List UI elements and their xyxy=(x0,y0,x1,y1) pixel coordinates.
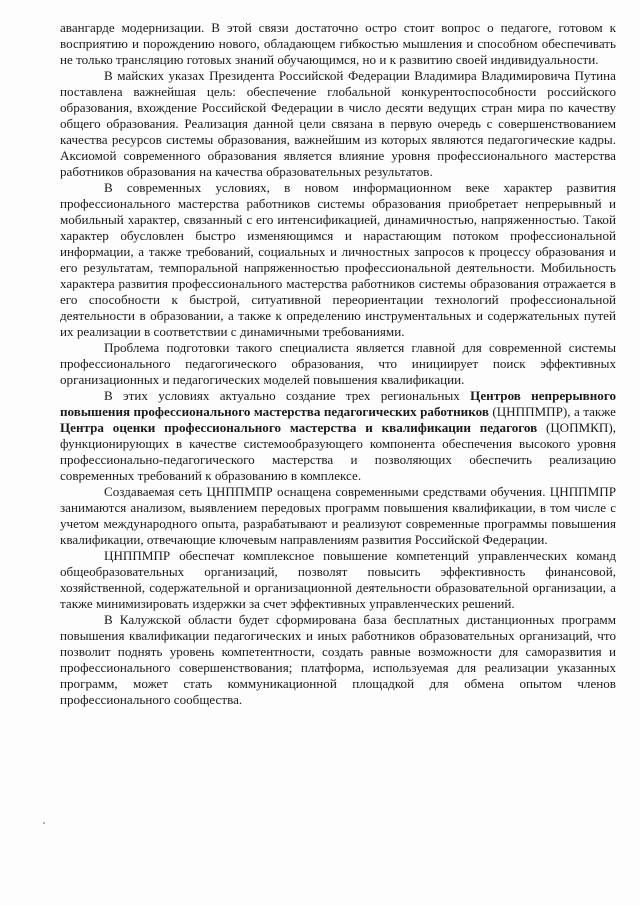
paragraph-kaluga: В Калужской области будет сформирована база бесплатных дистанционных программ повышения квалификации педагогических и иных работников образовательных организаций, что позволит поднять уровень компетентности, создать равные возможности для саморазвития и профессионального совершенствования; платформа, используемая для реализации указанных программ, может стать коммуникационной площадкой для обмена опытом членов профессионального сообщества. xyxy=(60,612,616,707)
regional-centers-text-1: В этих условиях актуально создание трех региональных xyxy=(104,388,471,403)
paragraph-training-problem: Проблема подготовки такого специалиста является главной для современной системы профессионального педагогического образования, что инициирует поиск эффективных организационных и педагогических моделей повышения квалификации. xyxy=(60,340,616,387)
paragraph-network: Создаваемая сеть ЦНППМПР оснащена современными средствами обучения. ЦНППМПР занимаются анализом, выявлением передовых программ повышения квалификации, в том числе с учетом международного опыта, разрабатывают и реализуют современные программы повышения квалификации, отвечающие ключевым направлениям развития Российской Федерации. xyxy=(60,484,616,547)
regional-centers-text-3: (ЦОПМКП), функционирующих в качестве системообразующего компонента обеспечения высокого уровня профессионально-педагогического мастерства и позволяющих обеспечить реализацию современных требований к образованию в комплексе. xyxy=(60,420,617,483)
paragraph-modernization: авангарде модернизации. В этой связи достаточно остро стоит вопрос о педагоге, готовом к восприятию и порождению нового, обладающем гибкостью мышления и способном обеспечивать не только трансляцию готовых знаний обучающимся, но и к развитию своей индивидуальности. xyxy=(60,20,616,67)
paragraph-regional-centers xyxy=(60,388,616,484)
scan-speck xyxy=(43,822,45,824)
regional-centers-text-2: (ЦНППМПР), а также xyxy=(488,404,616,419)
paragraph-may-decrees: В майских указах Президента Российской Федерации Владимира Владимировича Путина поставлена важнейшая цель: обеспечение глобальной конкурентоспособности российского образования, вхождение Российской Федерации в число десяти ведущих стран мира по качеству общего образования. Реализация данной цели связана в первую очередь с совершенствованием качества ресурсов системы образования, важнейшим из которых являются педагогические кадры. Аксиомой современного образования является влияние уровня профессионального мастерства работников образования на качества образовательных результатов. xyxy=(60,68,616,179)
cnppmpr-full-name: Центров непрерывного повышения профессионального мастерства педагогических работников xyxy=(60,388,616,419)
copmkp-full-name: Центра оценки профессионального мастерства и квалификации педагогов xyxy=(60,420,538,435)
paragraph-competences: ЦНППМПР обеспечат комплексное повышение компетенций управленческих команд общеобразовательных организаций, позволят повысить эффективность финансовой, хозяйственной, содержательной и организационной деятельности образовательной организации, а также минимизировать издержки за счет эффективных управленческих решений. xyxy=(60,548,616,611)
paragraph-modern-conditions: В современных условиях, в новом информационном веке характер развития профессионального мастерства работников системы образования приобретает непрерывный и мобильный характер, связанный с его интенсификацией, динамичностью, напряженностью. Такой характер обусловлен быстро изменяющимся и нарастающим потоком профессиональной информации, а также требований, социальных и личностных запросов к процессу образования и его результатам, темпоральной напряженностью профессиональной деятельности. Мобильность характера развития профессионального мастерства работников системы образования отражается в его способности к быстрой, ситуативной переориентации технологий профессиональной деятельности в образовании, а также к определению инструментальных и содержательных путей их реализации в соответствии с динамичными требованиями. xyxy=(60,180,616,339)
